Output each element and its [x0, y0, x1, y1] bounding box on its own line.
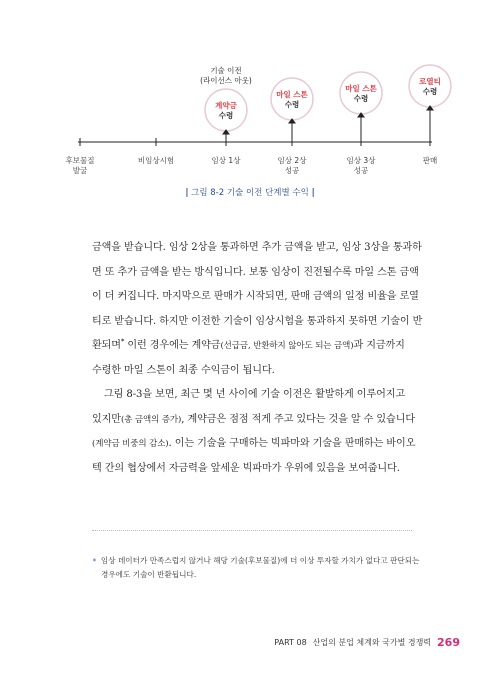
payment-arrows — [223, 106, 433, 139]
figure-caption — [0, 186, 500, 198]
footnote-line-2: 경우에도 기술이 반환됩니다. — [101, 570, 197, 579]
caption-bar-start: | — [185, 188, 189, 198]
stage-label-6: 판매 — [422, 156, 438, 165]
body-line: 이 더 커집니다. 마지막으로 판매가 시작되면, 판매 금액의 일정 비율을 로열 — [92, 291, 419, 302]
stage-label-5: 임상 3상 성공 — [346, 156, 376, 175]
caption-label: 그림 8-2 — [191, 188, 225, 198]
footnote-marker: * — [120, 337, 125, 346]
footnote — [92, 554, 420, 582]
body-line: 텍 간의 협상에서 자금력을 앞세운 빅파마가 우위에 있음을 보여줍니다. — [92, 462, 400, 474]
tech-transfer-note: 기술 이전 (라이선스 아웃) — [200, 66, 252, 85]
payment-label-4: 로열티 수령 — [419, 77, 441, 96]
payment-label-2: 마일 스톤 수령 — [276, 90, 308, 109]
payment-label-3: 마일 스톤 수령 — [345, 84, 377, 103]
body-line: 그림 8-3을 보면, 최근 몇 년 사이에 기술 이전은 활발하게 이루어지고 — [104, 389, 406, 400]
stage-label-3: 임상 1상 — [211, 156, 241, 165]
body-line: 환되며* 이런 경우에는 계약금(선급금, 반환하지 않아도 되는 금액)과 지금까지 — [92, 337, 405, 351]
page-footer — [274, 636, 460, 649]
caption-text: 기술 이전 단계별 수익 — [226, 188, 309, 198]
body-line: (계약금 비중의 감소). 이는 기술을 구매하는 빅파마와 기술을 판매하는 바이오 — [92, 438, 416, 449]
footnote-divider — [92, 530, 412, 531]
tech-transfer-diagram — [0, 0, 500, 210]
body-line: 있지만(총 금액의 증가), 계약금은 점점 적게 주고 있다는 것을 알 수 있습니다 — [92, 413, 416, 425]
page-number: 269 — [437, 636, 460, 649]
footer-title: 산업의 분업 체계와 국가별 경쟁력 — [312, 638, 432, 647]
body-line: 면 또 추가 금액을 받는 방식입니다. 보통 임상이 진전될수록 마일 스톤 금액 — [92, 266, 419, 278]
stage-label-4: 임상 2상 성공 — [277, 156, 307, 175]
caption-bar-end: | — [311, 188, 315, 198]
stage-label-2: 비임상시험 — [137, 156, 175, 165]
payment-label-1: 계약금 수령 — [215, 101, 237, 120]
body-line: 티로 받습니다. 하지만 이전한 기술이 임상시험을 통과하지 못하면 기술이 반 — [92, 315, 423, 327]
footer-part: PART 08 — [274, 638, 307, 647]
diagram-svg — [0, 0, 500, 210]
body-line: 금액을 받습니다. 임상 2상을 통과하면 추가 금액을 받고, 임상 3상을 통과하 — [92, 242, 422, 253]
footnote-line-1: 임상 데이터가 만족스럽지 않거나 해당 기술(후보물질)에 더 이상 투자할 가치가 없다고 판단되는 — [100, 556, 420, 565]
body-text — [92, 236, 423, 481]
footnote-bullet: • — [92, 556, 97, 565]
body-line: 수령한 마일 스톤이 최종 수익금이 됩니다. — [92, 364, 275, 376]
stage-label-1: 후보물질 발굴 — [65, 156, 95, 175]
